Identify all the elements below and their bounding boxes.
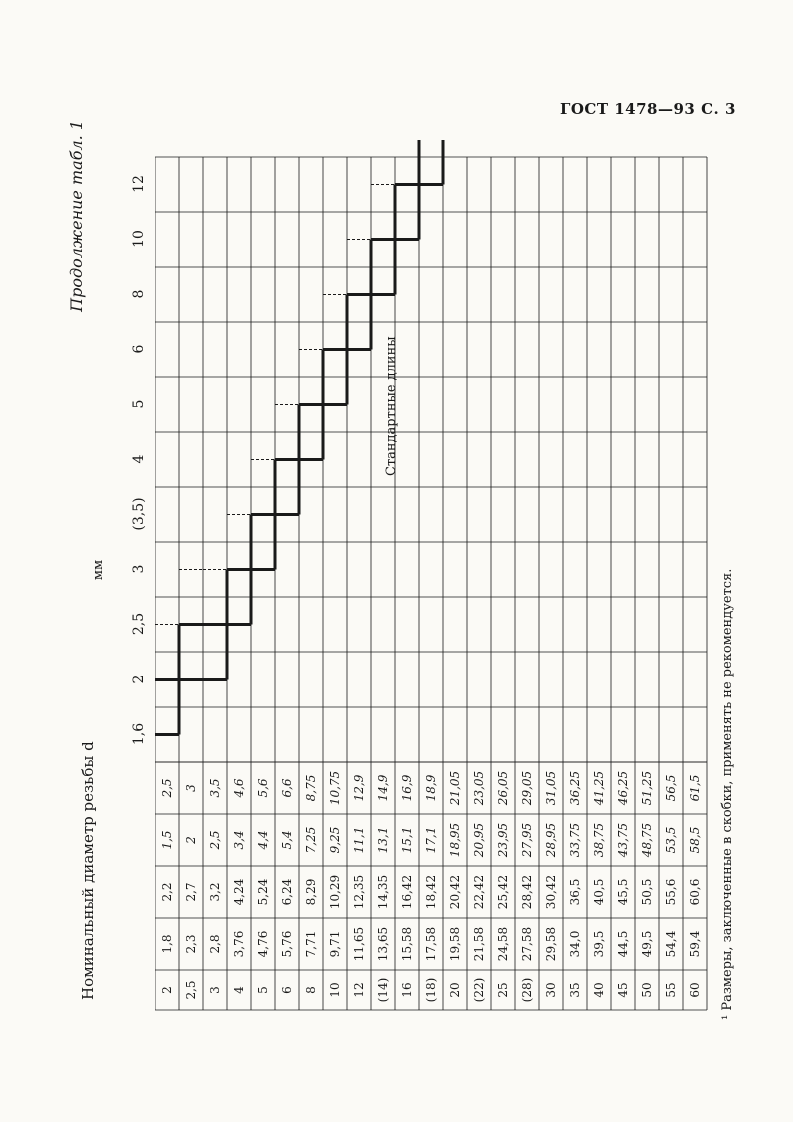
diameter-cell: 25 — [496, 982, 510, 998]
value-cell: 2,8 — [208, 934, 222, 954]
value-cell: 3,5 — [208, 778, 222, 798]
diameter-cell: 10 — [328, 982, 342, 998]
value-cell: 18,42 — [424, 874, 438, 910]
value-cell: 12,35 — [352, 874, 366, 910]
diameter-cell: 6 — [280, 986, 294, 994]
value-cell: 15,1 — [400, 826, 414, 854]
value-cell: 3,76 — [232, 930, 246, 958]
diameter-cell: 60 — [688, 982, 702, 998]
diameter-cell: 55 — [664, 982, 678, 998]
value-cell: 31,05 — [544, 770, 558, 806]
value-cell: 27,95 — [520, 822, 534, 858]
value-cell: 17,1 — [424, 826, 438, 854]
diameter-cell: (14) — [376, 977, 390, 1003]
length-header-cell: 8 — [131, 289, 147, 299]
value-cell: 16,9 — [400, 774, 414, 802]
value-cell: 4,76 — [256, 930, 270, 958]
value-cell: 5,4 — [280, 830, 294, 850]
value-cell: 11,65 — [352, 926, 366, 962]
value-cell: 20,42 — [448, 874, 462, 910]
value-cell: 14,35 — [376, 874, 390, 910]
value-cell: 2,5 — [208, 830, 222, 850]
diameter-cell: 40 — [592, 982, 606, 998]
standard-lengths-label: Стандартные длины — [384, 336, 399, 476]
value-cell: 28,42 — [520, 874, 534, 910]
length-header-cell: 3 — [131, 564, 147, 574]
value-cell: 43,75 — [616, 822, 630, 858]
value-cell: 61,5 — [688, 774, 702, 802]
value-cell: 9,25 — [328, 826, 342, 854]
length-header-cell: (3,5) — [131, 497, 147, 531]
value-cell: 5,24 — [256, 878, 270, 906]
value-cell: 1,5 — [160, 830, 174, 850]
unit-label: мм — [91, 559, 106, 581]
value-cell: 5,6 — [256, 778, 270, 798]
value-cell: 17,58 — [424, 926, 438, 962]
table-continuation-label: Продолжение табл. 1 — [67, 120, 86, 312]
value-cell: 45,5 — [616, 878, 630, 906]
value-cell: 6,24 — [280, 878, 294, 906]
length-header-cell: 2,5 — [131, 612, 147, 636]
thread-table-grid — [155, 140, 715, 1020]
value-cell: 46,25 — [616, 770, 630, 806]
value-cell: 60,6 — [688, 878, 702, 906]
value-cell: 51,25 — [640, 770, 654, 806]
value-cell: 44,5 — [616, 930, 630, 958]
value-cell: 13,65 — [376, 926, 390, 962]
diameter-cell: 30 — [544, 982, 558, 998]
length-header-cell: 5 — [131, 399, 147, 409]
value-cell: 2,2 — [160, 882, 174, 902]
value-cell: 21,05 — [448, 770, 462, 806]
value-cell: 4,4 — [256, 830, 270, 850]
value-cell: 8,29 — [304, 878, 318, 906]
value-cell: 27,58 — [520, 926, 534, 962]
diameter-cell: 35 — [568, 982, 582, 998]
value-cell: 36,5 — [568, 878, 582, 906]
length-header-cell: 1,6 — [131, 722, 147, 746]
value-cell: 49,5 — [640, 930, 654, 958]
value-cell: 3 — [184, 784, 198, 792]
diameter-cell: (18) — [424, 977, 438, 1003]
value-cell: 50,5 — [640, 878, 654, 906]
value-cell: 25,42 — [496, 874, 510, 910]
value-cell: 3,2 — [208, 882, 222, 902]
value-cell: 1,8 — [160, 934, 174, 954]
value-cell: 4,24 — [232, 878, 246, 906]
value-cell: 2,7 — [184, 882, 198, 902]
diameter-cell: (22) — [472, 977, 486, 1003]
value-cell: 56,5 — [664, 774, 678, 802]
value-cell: 3,4 — [232, 830, 246, 850]
value-cell: 6,6 — [280, 778, 294, 798]
length-header-cell: 2 — [131, 674, 147, 684]
rotated-table-page — [67, 120, 735, 1020]
value-cell: 23,95 — [496, 822, 510, 858]
value-cell: 41,25 — [592, 770, 606, 806]
diameter-cell: 3 — [208, 986, 222, 994]
value-cell: 18,9 — [424, 774, 438, 802]
page-header: ГОСТ 1478—93 С. 3 — [560, 100, 736, 118]
diameter-cell: (28) — [520, 977, 534, 1003]
value-cell: 40,5 — [592, 878, 606, 906]
diameter-cell: 8 — [304, 986, 318, 994]
value-cell: 13,1 — [376, 826, 390, 854]
value-cell: 2,3 — [184, 934, 198, 954]
length-header-cell: 6 — [131, 344, 147, 354]
value-cell: 29,58 — [544, 926, 558, 962]
value-cell: 55,6 — [664, 878, 678, 906]
value-cell: 28,95 — [544, 822, 558, 858]
value-cell: 10,75 — [328, 770, 342, 806]
diameter-cell: 2 — [160, 986, 174, 994]
value-cell: 20,95 — [472, 822, 486, 858]
diameter-cell: 4 — [232, 986, 246, 994]
diameter-cell: 20 — [448, 982, 462, 998]
value-cell: 36,25 — [568, 770, 582, 806]
value-cell: 26,05 — [496, 770, 510, 806]
value-cell: 14,9 — [376, 774, 390, 802]
diameter-cell: 45 — [616, 982, 630, 998]
footnote: ¹ Размеры, заключенные в скобки, применять не рекомендуется. — [720, 568, 735, 1020]
value-cell: 2 — [184, 836, 198, 844]
value-cell: 19,58 — [448, 926, 462, 962]
value-cell: 30,42 — [544, 874, 558, 910]
value-cell: 10,29 — [328, 874, 342, 910]
value-cell: 4,6 — [232, 778, 246, 798]
value-cell: 8,75 — [304, 774, 318, 802]
value-cell: 53,5 — [664, 826, 678, 854]
value-cell: 18,95 — [448, 822, 462, 858]
value-cell: 38,75 — [592, 822, 606, 858]
diameter-cell: 12 — [352, 982, 366, 998]
value-cell: 2,5 — [160, 778, 174, 798]
value-cell: 11,1 — [352, 826, 366, 854]
lengths-header-row — [127, 140, 155, 1020]
value-cell: 7,71 — [304, 930, 318, 958]
length-header-cell: 4 — [131, 454, 147, 464]
value-cell: 58,5 — [688, 826, 702, 854]
value-cell: 5,76 — [280, 930, 294, 958]
value-cell: 15,58 — [400, 926, 414, 962]
value-cell: 21,58 — [472, 926, 486, 962]
value-cell: 39,5 — [592, 930, 606, 958]
value-cell: 12,9 — [352, 774, 366, 802]
value-cell: 9,71 — [328, 930, 342, 958]
value-cell: 22,42 — [472, 874, 486, 910]
length-header-cell: 12 — [131, 175, 147, 193]
diameter-cell: 5 — [256, 986, 270, 994]
value-cell: 7,25 — [304, 826, 318, 854]
diameter-header: Номинальный диаметр резьбы d — [79, 741, 97, 1000]
value-cell: 24,58 — [496, 926, 510, 962]
value-cell: 23,05 — [472, 770, 486, 806]
value-cell: 48,75 — [640, 822, 654, 858]
length-header-cell: 10 — [131, 230, 147, 248]
value-cell: 16,42 — [400, 874, 414, 910]
diameter-cell: 16 — [400, 982, 414, 998]
diameter-cell: 2,5 — [184, 980, 198, 1000]
value-cell: 54,4 — [664, 930, 678, 958]
value-cell: 59,4 — [688, 930, 702, 958]
value-cell: 34,0 — [568, 930, 582, 958]
diameter-cell: 50 — [640, 982, 654, 998]
value-cell: 29,05 — [520, 770, 534, 806]
value-cell: 33,75 — [568, 822, 582, 858]
